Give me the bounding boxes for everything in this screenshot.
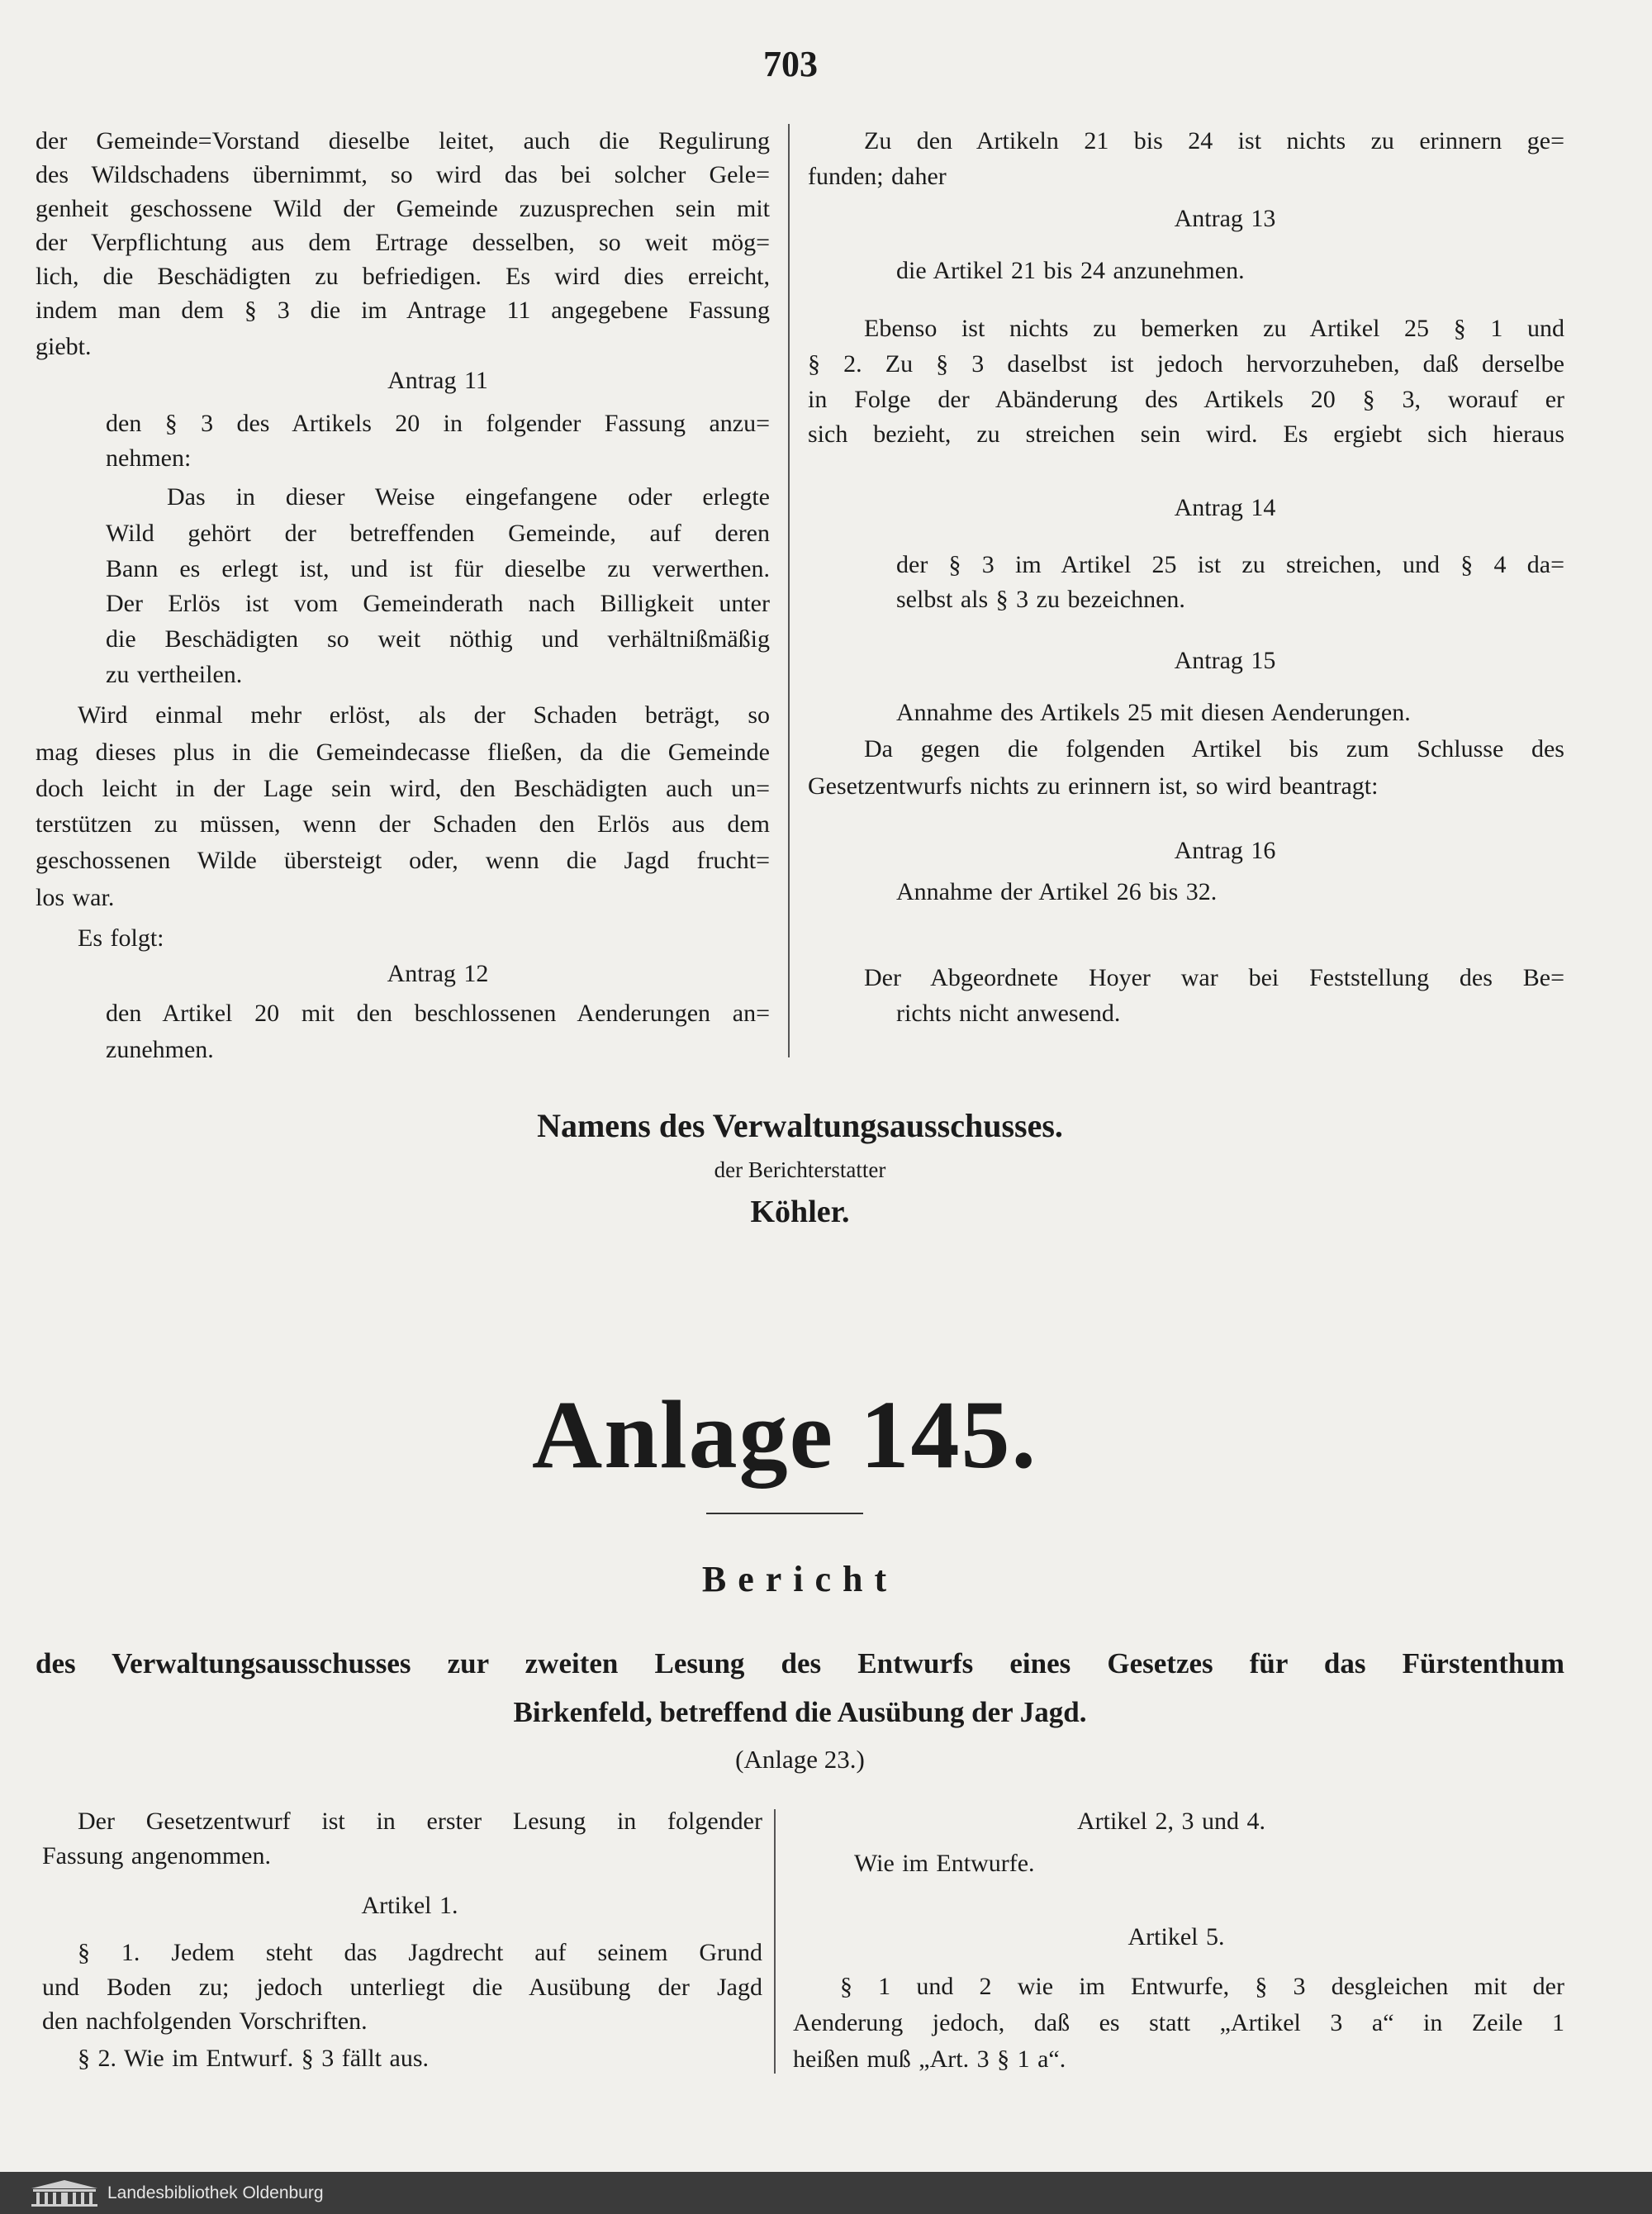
page-number: 703 <box>763 44 818 84</box>
text-line: genheit geschossene Wild der Gemeinde zuzusprechen sein mit <box>36 195 770 222</box>
text-line: Wild gehört der betreffenden Gemeinde, auf deren <box>106 520 770 547</box>
text-line: Wie im Entwurfe. <box>854 1850 1035 1877</box>
text-line: Annahme der Artikel 26 bis 32. <box>896 878 1218 905</box>
library-building-icon <box>28 2178 101 2208</box>
text-line: Ebenso ist nichts zu bemerken zu Artikel 25 § 1 und <box>864 315 1564 342</box>
text-line: den § 3 des Artikels 20 in folgender Fassung anzu= <box>106 410 770 437</box>
text-line: Fassung angenommen. <box>42 1842 271 1870</box>
title-rule <box>706 1513 863 1514</box>
text-line: giebt. <box>36 333 92 360</box>
text-line: lich, die Beschädigten zu befriedigen. Es wird dies erreicht, <box>36 263 770 290</box>
motion-heading: Antrag 11 <box>387 367 488 394</box>
text-line: Da gegen die folgenden Artikel bis zum Schlusse des <box>864 735 1564 763</box>
text-line: den nachfolgenden Vorschriften. <box>42 2007 368 2035</box>
text-line: zunehmen. <box>106 1036 214 1063</box>
text-line: sich bezieht, zu streichen sein wird. Es ergiebt sich hieraus <box>808 420 1564 448</box>
text-line: indem man dem § 3 die im Antrage 11 angegebene Fassung <box>36 297 770 324</box>
column-divider <box>788 124 790 1057</box>
text-line: der Verpflichtung aus dem Ertrage desselben, so weit mög= <box>36 229 770 256</box>
text-line: der § 3 im Artikel 25 ist zu streichen, und § 4 da= <box>896 551 1564 578</box>
motion-heading: Antrag 15 <box>1174 647 1276 674</box>
text-line: die Artikel 21 bis 24 anzunehmen. <box>896 257 1245 284</box>
annex-reference: (Anlage 23.) <box>735 1745 865 1774</box>
text-line: selbst als § 3 zu bezeichnen. <box>896 586 1185 613</box>
text-line: geschossenen Wilde übersteigt oder, wenn die Jagd frucht= <box>36 847 770 874</box>
text-line: richts nicht anwesend. <box>896 1000 1121 1027</box>
column-divider <box>774 1809 776 2074</box>
motion-heading: Antrag 12 <box>387 960 489 987</box>
text-line: zu vertheilen. <box>106 661 243 688</box>
text-line: terstützen zu müssen, wenn der Schaden den Erlös aus dem <box>36 810 770 838</box>
text-line: der Gemeinde=Vorstand dieselbe leitet, auch die Regulirung <box>36 127 770 154</box>
text-line: Es folgt: <box>78 924 164 952</box>
article-heading: Artikel 1. <box>361 1892 458 1919</box>
text-line: Der Abgeordnete Hoyer war bei Feststellung des Be= <box>864 964 1564 991</box>
text-line: § 2. Wie im Entwurf. § 3 fällt aus. <box>78 2045 429 2072</box>
report-subtitle-line: des Verwaltungsausschusses zur zweiten Lesung des Entwurfs eines Gesetzes für das Fürstenthum <box>36 1647 1564 1680</box>
text-line: mag dieses plus in die Gemeindecasse fließen, da die Gemeinde <box>36 739 770 766</box>
text-line: und Boden zu; jedoch unterliegt die Ausübung der Jagd <box>42 1974 762 2001</box>
motion-heading: Antrag 16 <box>1174 837 1276 864</box>
library-name: Landesbibliothek Oldenburg <box>107 2183 324 2202</box>
text-line: heißen muß „Art. 3 § 1 a“. <box>793 2045 1066 2073</box>
committee-signature: Namens des Verwaltungsausschusses. <box>537 1107 1063 1144</box>
report-subtitle-line: Birkenfeld, betreffend die Ausübung der Jagd. <box>513 1696 1087 1728</box>
text-line: § 2. Zu § 3 daselbst ist jedoch hervorzuheben, daß derselbe <box>808 350 1564 378</box>
text-line: Gesetzentwurfs nichts zu erinnern ist, so wird beantragt: <box>808 772 1379 800</box>
text-line: los war. <box>36 884 115 911</box>
rapporteur-role: der Berichterstatter <box>714 1157 886 1182</box>
text-line: Zu den Artikeln 21 bis 24 ist nichts zu erinnern ge= <box>864 127 1564 154</box>
text-line: doch leicht in der Lage sein wird, den Beschädigten auch un= <box>36 775 770 802</box>
text-line: Aenderung jedoch, daß es statt „Artikel 3 a“ in Zeile 1 <box>793 2009 1564 2036</box>
text-line: nehmen: <box>106 444 192 472</box>
text-line: Wird einmal mehr erlöst, als der Schaden beträgt, so <box>78 701 770 729</box>
text-line: des Wildschadens übernimmt, so wird das bei solcher Gele= <box>36 161 770 188</box>
annex-title: Anlage 145. <box>532 1380 1037 1489</box>
text-line: Der Erlös ist vom Gemeinderath nach Billigkeit unter <box>106 590 770 617</box>
motion-heading: Antrag 14 <box>1174 494 1276 521</box>
article-heading: Artikel 2, 3 und 4. <box>1077 1808 1265 1835</box>
text-line: Das in dieser Weise eingefangene oder erlegte <box>167 483 770 511</box>
motion-heading: Antrag 13 <box>1174 205 1276 232</box>
text-line: Bann es erlegt ist, und ist für dieselbe zu verwerthen. <box>106 555 770 582</box>
rapporteur-name: Köhler. <box>750 1195 850 1229</box>
text-line: funden; daher <box>808 163 947 190</box>
text-line: § 1 und 2 wie im Entwurfe, § 3 desgleichen mit der <box>840 1973 1564 2000</box>
library-footer <box>0 2172 1652 2214</box>
text-line: die Beschädigten so weit nöthig und verhältnißmäßig <box>106 625 770 653</box>
text-line: § 1. Jedem steht das Jagdrecht auf seinem Grund <box>78 1939 762 1966</box>
text-line: Der Gesetzentwurf ist in erster Lesung in folgender <box>78 1808 762 1835</box>
text-line: in Folge der Abänderung des Artikels 20 § 3, worauf er <box>808 386 1564 413</box>
report-heading: Bericht <box>701 1559 899 1599</box>
text-line: den Artikel 20 mit den beschlossenen Aenderungen an= <box>106 1000 770 1027</box>
article-heading: Artikel 5. <box>1127 1923 1225 1950</box>
text-line: Annahme des Artikels 25 mit diesen Aenderungen. <box>896 699 1411 726</box>
